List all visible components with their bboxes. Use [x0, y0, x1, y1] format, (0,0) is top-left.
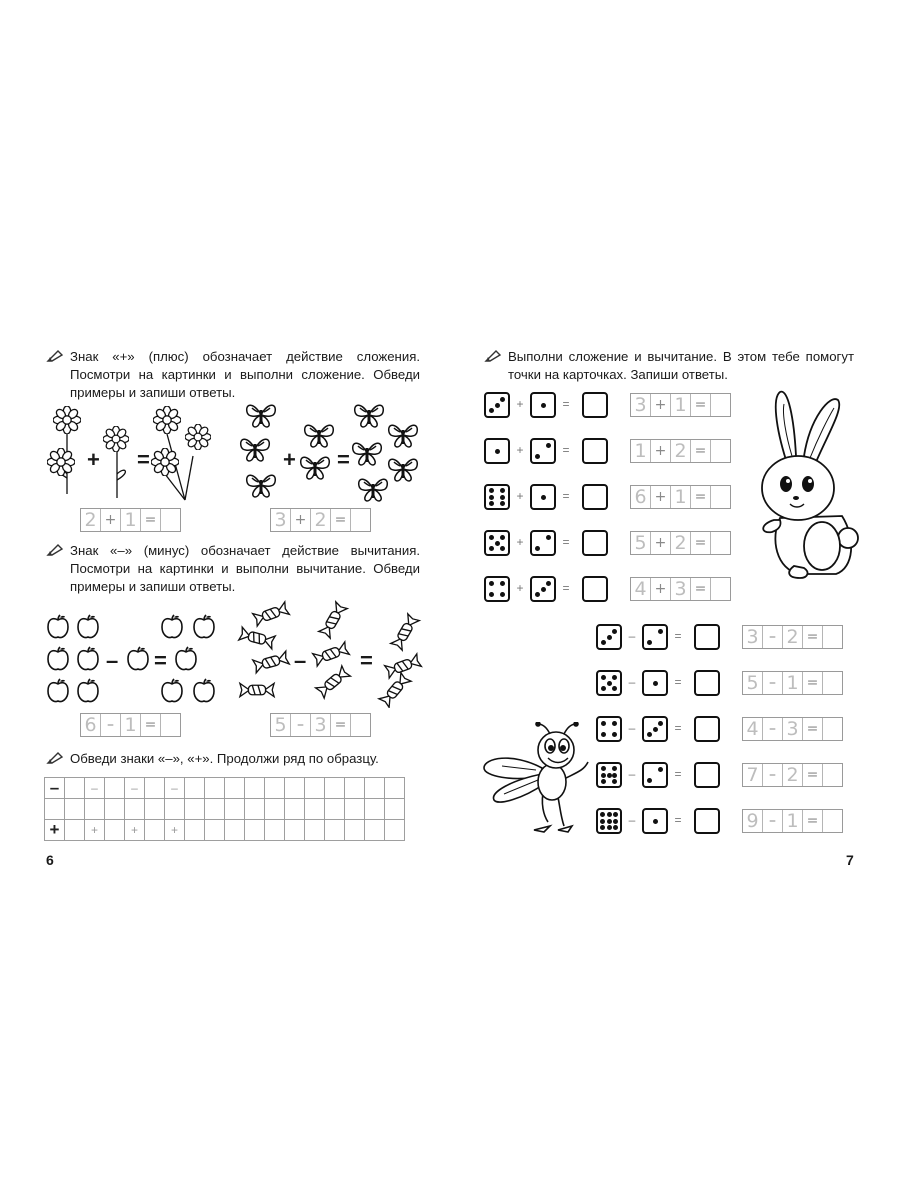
- dice-pip: [535, 454, 540, 459]
- task1-instruction: [70, 348, 420, 402]
- cell-sign: –: [291, 714, 311, 736]
- cell-equals: =: [803, 672, 823, 694]
- cell-number-a: 5: [631, 532, 651, 554]
- dice-card: [484, 438, 510, 464]
- task2-instruction: [70, 542, 420, 596]
- cell-number-b: 2: [671, 532, 691, 554]
- equals-sign: =: [562, 397, 570, 411]
- answer-box[interactable]: [582, 484, 608, 510]
- tracing-cells[interactable]: [742, 625, 843, 649]
- cell-number-b: 1: [121, 509, 141, 531]
- page-number-left: 6: [46, 852, 54, 868]
- plus-sign: +: [283, 447, 296, 472]
- dice-pip: [612, 773, 617, 778]
- equals-sign: =: [562, 535, 570, 549]
- cell-number-a: 2: [81, 509, 101, 531]
- answer-cell[interactable]: [711, 486, 730, 508]
- dice-pip: [612, 629, 617, 634]
- dice-pip: [607, 819, 612, 824]
- equals-sign: =: [337, 447, 350, 472]
- right-task-instruction: [508, 348, 854, 384]
- dice-card: [484, 530, 510, 556]
- dice-card: [530, 576, 556, 602]
- cell-sign: +: [651, 440, 671, 462]
- dice-pip: [495, 541, 500, 546]
- dice-pip: [535, 592, 540, 597]
- answer-cell[interactable]: [711, 394, 730, 416]
- dice-pip: [601, 640, 606, 645]
- dice-pip: [653, 681, 658, 686]
- equals-sign: =: [674, 767, 682, 781]
- cell-number-a: 1: [631, 440, 651, 462]
- grid-row-empty: [45, 799, 405, 820]
- dice-card: [484, 576, 510, 602]
- dice-pip: [500, 397, 505, 402]
- dice-pip: [535, 546, 540, 551]
- dice-pip: [647, 640, 652, 645]
- answer-box[interactable]: [582, 530, 608, 556]
- cell-number-b: 1: [121, 714, 141, 736]
- cell-sign: +: [291, 509, 311, 531]
- answer-box[interactable]: [582, 392, 608, 418]
- cell-number-b: 2: [783, 626, 803, 648]
- operation-sign: +: [516, 489, 524, 503]
- cell-sign: +: [101, 509, 121, 531]
- minus-sign: –: [106, 648, 119, 673]
- tracing-cells[interactable]: [630, 485, 731, 509]
- cell-sign: –: [763, 810, 783, 832]
- cell-number-a: 4: [743, 718, 763, 740]
- dice-card: [642, 670, 668, 696]
- dice-pip: [489, 488, 494, 493]
- task1-instruction-text: Знак «+» (плюс) обозначает действие сложения. Посмотри на картинки и выполни сложение. Обведи примеры и запиши ответы.: [70, 349, 420, 400]
- operation-sign: +: [516, 535, 524, 549]
- dice-pip: [607, 773, 612, 778]
- equals-sign: =: [137, 447, 150, 472]
- dice-pip: [612, 766, 617, 771]
- dice-pip: [489, 592, 494, 597]
- answer-box[interactable]: [694, 624, 720, 650]
- equals-sign: =: [674, 629, 682, 643]
- dice-pip: [495, 403, 500, 408]
- tracing-cells[interactable]: [630, 531, 731, 555]
- dice-card: [642, 716, 668, 742]
- cell-number-a: 4: [631, 578, 651, 600]
- answer-box[interactable]: [694, 670, 720, 696]
- example-row-2[interactable]: [270, 508, 371, 532]
- answer-cell[interactable]: [823, 718, 842, 740]
- cell-equals: =: [803, 626, 823, 648]
- answer-cell[interactable]: [161, 509, 180, 531]
- dice-pip: [495, 449, 500, 454]
- operation-sign: +: [516, 443, 524, 457]
- grid-sample-minus: –: [45, 778, 65, 799]
- dice-pip: [489, 581, 494, 586]
- answer-box[interactable]: [694, 716, 720, 742]
- answer-cell[interactable]: [161, 714, 180, 736]
- dice-pip: [541, 587, 546, 592]
- answer-cell[interactable]: [351, 714, 370, 736]
- tracing-cells[interactable]: [742, 763, 843, 787]
- minus-sign: –: [294, 648, 307, 673]
- example-row-1[interactable]: [80, 508, 181, 532]
- answer-box[interactable]: [582, 576, 608, 602]
- cell-equals: =: [331, 714, 351, 736]
- dice-card: [484, 484, 510, 510]
- dice-pip: [500, 535, 505, 540]
- plus-sign: +: [87, 447, 100, 472]
- equals-sign: =: [154, 648, 167, 673]
- cell-number-a: 9: [743, 810, 763, 832]
- dice-pip: [658, 629, 663, 634]
- dice-pip: [658, 721, 663, 726]
- cell-number-a: 3: [631, 394, 651, 416]
- dice-card: [596, 624, 622, 650]
- dice-pip: [489, 495, 494, 500]
- answer-cell[interactable]: [823, 764, 842, 786]
- cell-number-b: 1: [671, 394, 691, 416]
- tracing-cells[interactable]: [742, 717, 843, 741]
- cell-sign: +: [651, 578, 671, 600]
- dice-pip: [500, 488, 505, 493]
- dice-pip: [658, 767, 663, 772]
- dice-pip: [612, 779, 617, 784]
- dice-pip: [500, 546, 505, 551]
- answer-cell[interactable]: [711, 578, 730, 600]
- candy-group-icon: [236, 600, 432, 708]
- dice-card: [642, 624, 668, 650]
- cell-number-a: 5: [743, 672, 763, 694]
- trace-plus[interactable]: +: [125, 820, 145, 841]
- dice-card: [530, 484, 556, 510]
- cell-equals: =: [141, 509, 161, 531]
- right-task-instruction-text: Выполни сложение и вычитание. В этом тебе помогут точки на карточках. Запиши ответы.: [508, 349, 854, 382]
- dice-card: [530, 530, 556, 556]
- apple-group-icon: [44, 612, 224, 710]
- cell-number-a: 3: [743, 626, 763, 648]
- dice-pip: [607, 825, 612, 830]
- trace-plus[interactable]: +: [165, 820, 185, 841]
- trace-minus[interactable]: –: [125, 778, 145, 799]
- cell-number-a: 6: [631, 486, 651, 508]
- tracing-cells[interactable]: [630, 577, 731, 601]
- cell-equals: =: [803, 718, 823, 740]
- trace-plus[interactable]: +: [85, 820, 105, 841]
- answer-box[interactable]: [694, 808, 720, 834]
- cell-number-b: 1: [783, 672, 803, 694]
- cell-number-b: 1: [671, 486, 691, 508]
- operation-sign: +: [516, 581, 524, 595]
- tracing-cells[interactable]: [630, 439, 731, 463]
- cell-equals: =: [141, 714, 161, 736]
- answer-cell[interactable]: [823, 810, 842, 832]
- dice-pip: [546, 581, 551, 586]
- cell-sign: –: [763, 626, 783, 648]
- cell-number-b: 3: [783, 718, 803, 740]
- dice-pip: [546, 443, 551, 448]
- dice-pip: [601, 686, 606, 691]
- pencil-icon: [484, 349, 502, 363]
- tracing-cells[interactable]: [630, 393, 731, 417]
- cell-number-a: 6: [81, 714, 101, 736]
- dice-card: [642, 762, 668, 788]
- tracing-grid[interactable]: [44, 777, 405, 841]
- answer-cell[interactable]: [823, 626, 842, 648]
- answer-cell[interactable]: [351, 509, 370, 531]
- dice-pip: [489, 546, 494, 551]
- trace-minus[interactable]: –: [85, 778, 105, 799]
- cell-equals: =: [803, 810, 823, 832]
- cell-equals: =: [691, 532, 711, 554]
- dice-pip: [612, 675, 617, 680]
- dice-pip: [500, 592, 505, 597]
- cell-number-b: 3: [311, 714, 331, 736]
- dice-card: [484, 392, 510, 418]
- dice-pip: [647, 732, 652, 737]
- task3-instruction: [70, 750, 420, 768]
- dice-pip: [489, 535, 494, 540]
- trace-minus[interactable]: –: [165, 778, 185, 799]
- dice-pip: [546, 535, 551, 540]
- dice-pip: [489, 408, 494, 413]
- cell-number-a: 3: [271, 509, 291, 531]
- example-row-4[interactable]: [270, 713, 371, 737]
- dice-pip: [541, 403, 546, 408]
- dice-pip: [612, 732, 617, 737]
- tracing-cells[interactable]: [742, 671, 843, 695]
- answer-box[interactable]: [694, 762, 720, 788]
- cell-number-b: 2: [783, 764, 803, 786]
- equals-sign: =: [562, 443, 570, 457]
- answer-cell[interactable]: [823, 672, 842, 694]
- cell-number-b: 3: [671, 578, 691, 600]
- pencil-icon: [46, 349, 64, 363]
- dice-card: [530, 392, 556, 418]
- dice-pip: [500, 581, 505, 586]
- answer-box[interactable]: [582, 438, 608, 464]
- cell-number-b: 2: [671, 440, 691, 462]
- dice-pip: [607, 681, 612, 686]
- cell-number-b: 1: [783, 810, 803, 832]
- dice-pip: [541, 495, 546, 500]
- cell-equals: =: [691, 394, 711, 416]
- task2-instruction-text: Знак «–» (минус) обозначает действие вычитания. Посмотри на картинки и выполни вычитание. Обведи примеры и запиши ответы.: [70, 543, 420, 594]
- dice-pip: [500, 495, 505, 500]
- dice-pip: [612, 721, 617, 726]
- cell-number-a: 7: [743, 764, 763, 786]
- dice-pip: [647, 778, 652, 783]
- grid-row-plus: [45, 820, 405, 841]
- pencil-icon: [46, 751, 64, 765]
- answer-cell[interactable]: [711, 440, 730, 462]
- cell-sign: +: [651, 394, 671, 416]
- equals-sign: =: [562, 489, 570, 503]
- cell-number-b: 2: [311, 509, 331, 531]
- equals-sign: =: [562, 581, 570, 595]
- operation-sign: –: [628, 629, 636, 643]
- equals-sign: =: [360, 648, 373, 673]
- dice-pip: [613, 819, 618, 824]
- page-number-right: 7: [846, 852, 854, 868]
- operation-sign: –: [628, 767, 636, 781]
- dice-pip: [607, 812, 612, 817]
- cell-sign: +: [651, 486, 671, 508]
- dice-pip: [613, 812, 618, 817]
- bug-illustration: [482, 722, 602, 836]
- cell-equals: =: [691, 440, 711, 462]
- cell-equals: =: [803, 764, 823, 786]
- operation-sign: –: [628, 721, 636, 735]
- grid-sample-plus: +: [45, 820, 65, 841]
- dice-pip: [601, 675, 606, 680]
- operation-sign: +: [516, 397, 524, 411]
- dice-card: [642, 808, 668, 834]
- equals-sign: =: [674, 675, 682, 689]
- grid-row-minus: [45, 778, 405, 799]
- operation-sign: –: [628, 813, 636, 827]
- cell-sign: –: [763, 672, 783, 694]
- cell-equals: =: [691, 578, 711, 600]
- cell-sign: –: [763, 718, 783, 740]
- task3-instruction-text: Обведи знаки «–», «+». Продолжи ряд по образцу.: [70, 751, 379, 766]
- answer-cell[interactable]: [711, 532, 730, 554]
- dice-pip: [653, 727, 658, 732]
- cell-equals: =: [331, 509, 351, 531]
- cell-number-a: 5: [271, 714, 291, 736]
- dice-pip: [500, 501, 505, 506]
- right-page: [450, 0, 900, 1200]
- pencil-icon: [46, 543, 64, 557]
- dice-card: [530, 438, 556, 464]
- cell-equals: =: [691, 486, 711, 508]
- cell-sign: +: [651, 532, 671, 554]
- cell-sign: –: [101, 714, 121, 736]
- cell-sign: –: [763, 764, 783, 786]
- operation-sign: –: [628, 675, 636, 689]
- dice-pip: [653, 819, 658, 824]
- dice-card: [596, 670, 622, 696]
- equals-sign: =: [674, 721, 682, 735]
- dice-pip: [612, 686, 617, 691]
- example-row-3[interactable]: [80, 713, 181, 737]
- bunny-illustration: [750, 388, 860, 584]
- butterfly-group-icon: [236, 398, 426, 506]
- dice-pip: [613, 825, 618, 830]
- equals-sign: =: [674, 813, 682, 827]
- tracing-cells[interactable]: [742, 809, 843, 833]
- dice-pip: [607, 635, 612, 640]
- dice-pip: [489, 501, 494, 506]
